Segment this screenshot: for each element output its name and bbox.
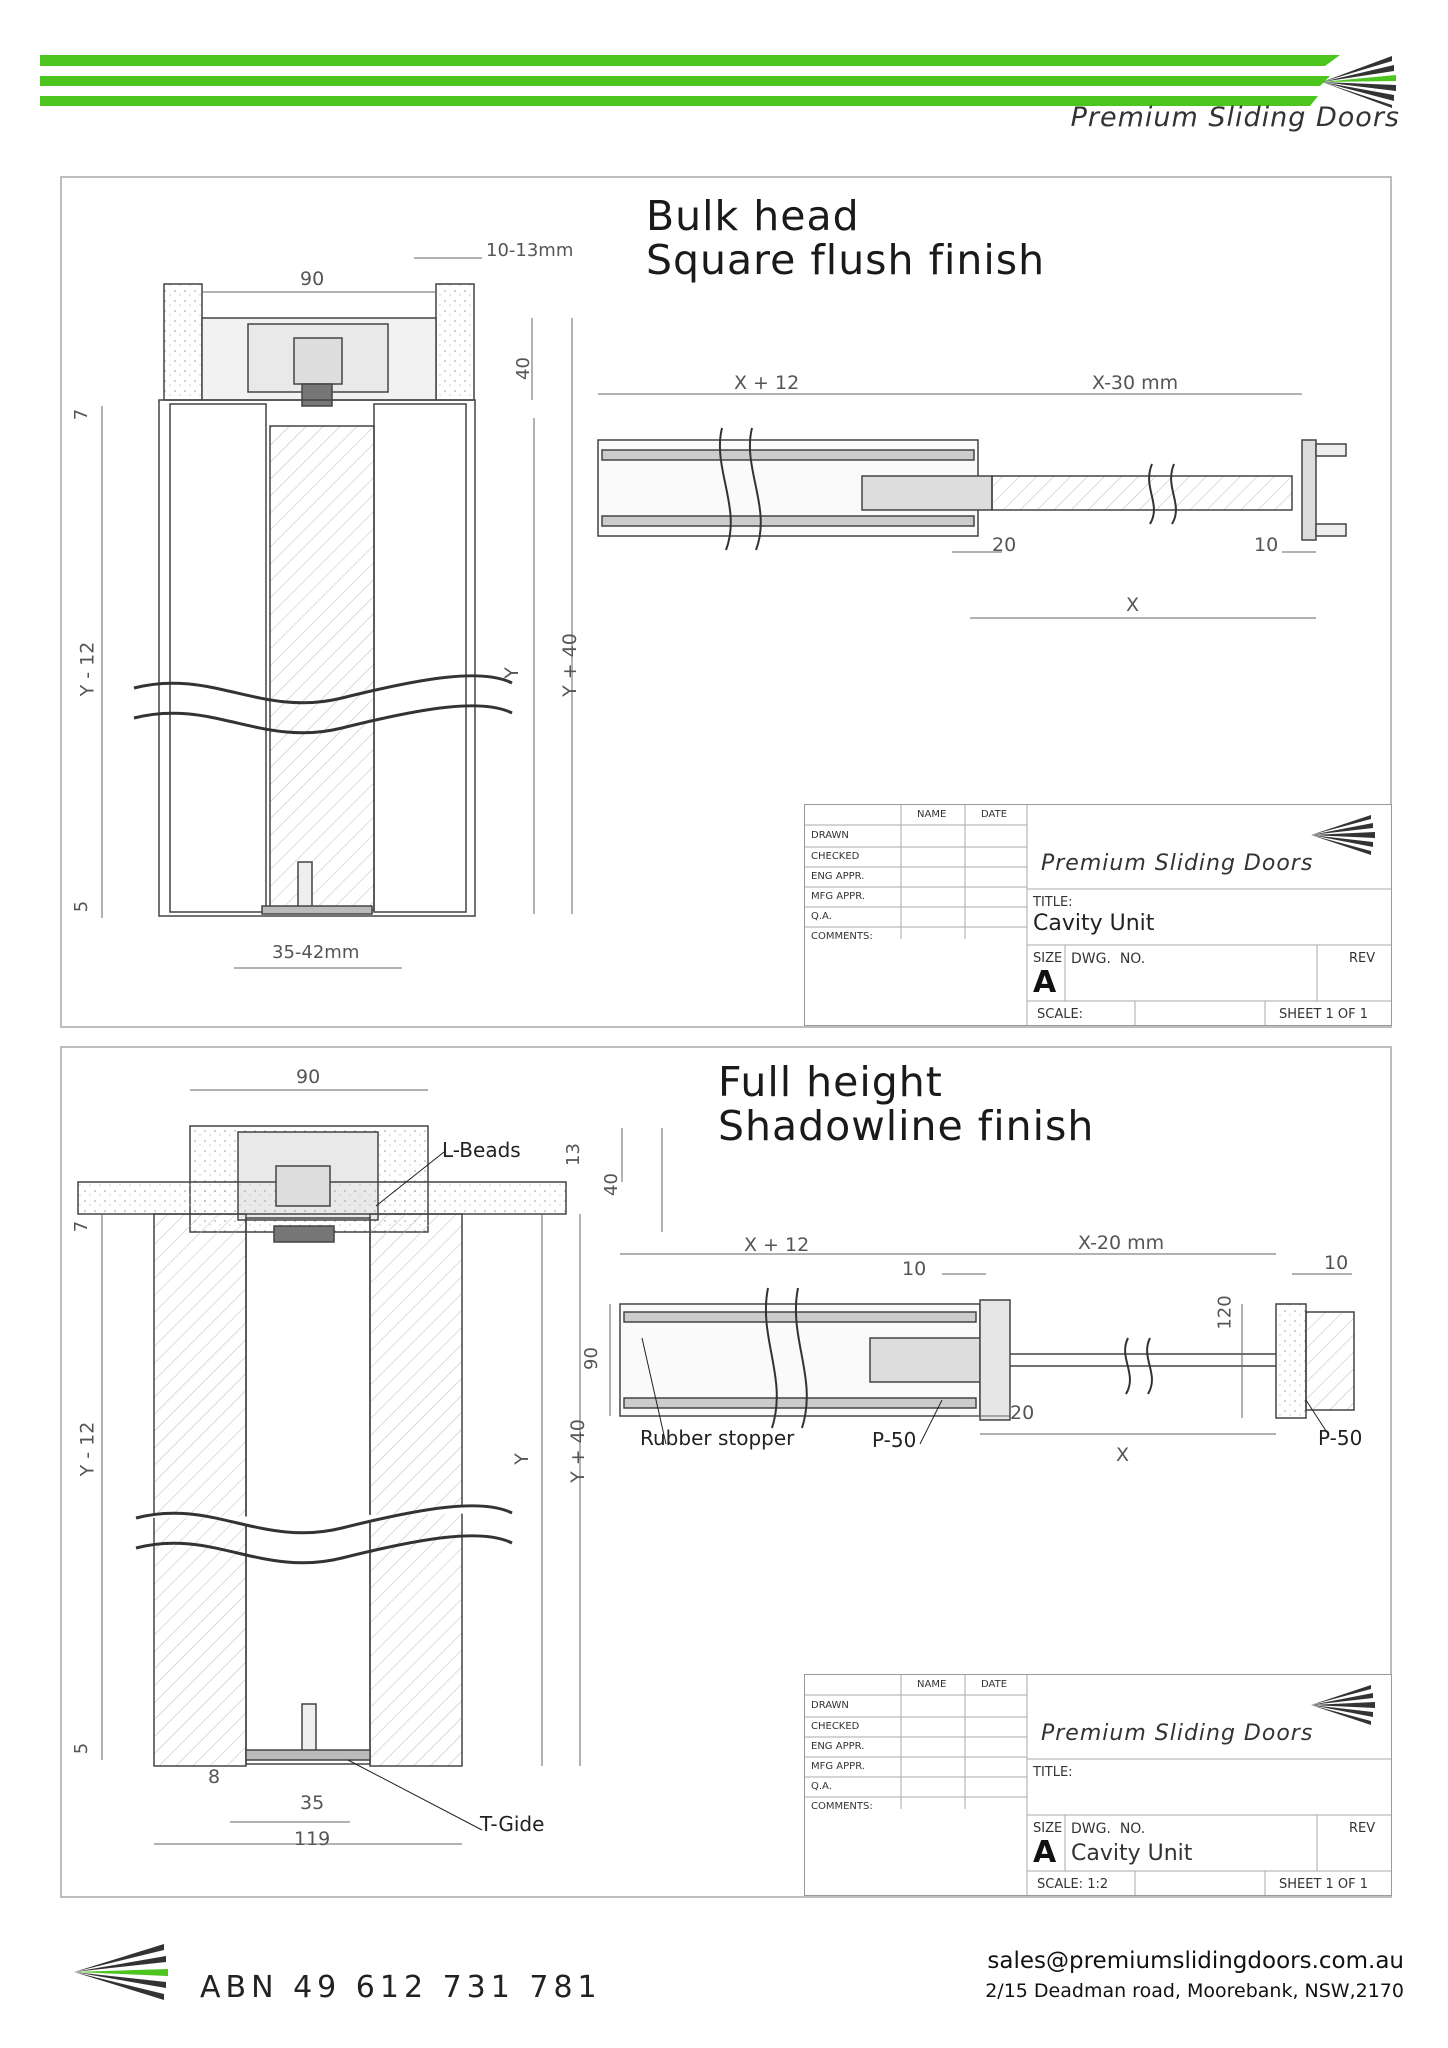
tb2-row-qa: Q.A. bbox=[811, 1781, 832, 1792]
tb2-row-comments: COMMENTS: bbox=[811, 1801, 873, 1812]
tb2-col-date: DATE bbox=[981, 1679, 1008, 1690]
header-brand-name: Premium Sliding Doors bbox=[1070, 102, 1400, 133]
footer-fan-logo-icon bbox=[74, 1942, 174, 2002]
tb1-row-drawn: DRAWN bbox=[811, 830, 849, 841]
drawing-2-plan-view bbox=[620, 1288, 1354, 1428]
dim2-overall: X bbox=[1116, 1444, 1130, 1466]
tb1-title-value: Cavity Unit bbox=[1033, 911, 1155, 936]
footer-email[interactable]: sales@premiumslidingdoors.com.au bbox=[987, 1948, 1404, 1974]
tb2-brand: Premium Sliding Doors bbox=[1041, 1721, 1314, 1746]
dim-total-height: Y + 40 bbox=[558, 633, 581, 697]
dim-plan-gap-left: 20 bbox=[992, 534, 1017, 556]
dim-bottom-width: 35-42mm bbox=[272, 942, 360, 963]
dim2-left-height: Y - 12 bbox=[76, 1421, 99, 1477]
dim2-13: 13 bbox=[562, 1143, 584, 1166]
tb2-fan-logo-icon bbox=[1311, 1685, 1381, 1725]
drawing-2-title-line1: Full height bbox=[718, 1058, 943, 1106]
dim-left-height: Y - 12 bbox=[76, 641, 99, 697]
dim-plan-overall: X bbox=[1126, 594, 1140, 616]
dim2-top-offset: 7 bbox=[71, 1220, 93, 1233]
tb2-dwg-label: DWG. NO. bbox=[1071, 1821, 1146, 1837]
drawing-1-title-line2: Square flush finish bbox=[646, 236, 1046, 284]
tb2-row-drawn: DRAWN bbox=[811, 1700, 849, 1711]
dim-top-offset: 7 bbox=[71, 408, 93, 421]
dim2-width-90: 90 bbox=[296, 1066, 321, 1088]
tb1-row-comments: COMMENTS: bbox=[811, 931, 873, 942]
tb2-rev-label: REV bbox=[1349, 1821, 1376, 1836]
dim-plan-gap-right: 10 bbox=[1254, 534, 1279, 556]
dim-gap: 10-13mm bbox=[486, 240, 574, 261]
tb1-size-label: SIZE bbox=[1033, 951, 1063, 966]
tb1-title-label: TITLE: bbox=[1033, 895, 1073, 910]
drawing-1-section-view bbox=[134, 284, 512, 916]
dim-plan-left: X + 12 bbox=[734, 372, 800, 394]
tb2-row-mfg: MFG APPR. bbox=[811, 1761, 865, 1772]
fan-logo-icon bbox=[1322, 56, 1396, 108]
dim-width-90: 90 bbox=[300, 268, 325, 290]
tb1-fan-logo-icon bbox=[1311, 815, 1381, 855]
dim2-door-height: Y bbox=[510, 1453, 533, 1465]
tb2-title-label: TITLE: bbox=[1033, 1765, 1073, 1780]
footer-address: 2/15 Deadman road, Moorebank, NSW,2170 bbox=[985, 1980, 1404, 2002]
tb1-dwg-label: DWG. NO. bbox=[1071, 951, 1146, 967]
tb1-brand: Premium Sliding Doors bbox=[1041, 851, 1314, 876]
tb1-rev-label: REV bbox=[1349, 951, 1376, 966]
title-block-1 bbox=[804, 804, 1392, 1026]
dim2-8: 8 bbox=[208, 1766, 221, 1788]
drawing-sheet-1 bbox=[60, 176, 1392, 1028]
dim-plan-right: X-30 mm bbox=[1092, 372, 1179, 394]
dim-door-height: Y bbox=[500, 667, 523, 679]
drawing-2-section-view bbox=[78, 1126, 566, 1766]
header bbox=[0, 0, 1448, 150]
tb2-col-name: NAME bbox=[917, 1679, 947, 1690]
dim2-120: 120 bbox=[1214, 1295, 1236, 1330]
tb2-row-checked: CHECKED bbox=[811, 1721, 860, 1732]
footer-abn: ABN 49 612 731 781 bbox=[200, 1970, 602, 2005]
dim2-p50-right: P-50 bbox=[1318, 1426, 1363, 1450]
dim2-plan-left: X + 12 bbox=[744, 1234, 810, 1256]
tb1-scale-label: SCALE: bbox=[1037, 1007, 1084, 1022]
tb1-row-mfg: MFG APPR. bbox=[811, 891, 865, 902]
tb2-sheet-label: SHEET 1 OF 1 bbox=[1279, 1877, 1369, 1892]
tb2-size-value: A bbox=[1033, 1835, 1057, 1870]
title-block-2 bbox=[804, 1674, 1392, 1896]
drawing-1-title-line1: Bulk head bbox=[646, 192, 860, 240]
dim2-plan-right: X-20 mm bbox=[1078, 1232, 1165, 1254]
footer bbox=[0, 1920, 1448, 2048]
tb1-row-eng: ENG APPR. bbox=[811, 871, 865, 882]
tb2-dwg-value: Cavity Unit bbox=[1071, 1841, 1193, 1866]
tb1-col-date: DATE bbox=[981, 809, 1008, 820]
dim2-tguide: T-Gide bbox=[480, 1812, 545, 1836]
dim2-10b: 10 bbox=[1324, 1252, 1349, 1274]
drawing-sheet-2 bbox=[60, 1046, 1392, 1898]
tb2-row-eng: ENG APPR. bbox=[811, 1741, 865, 1752]
dim2-p50-left: P-50 bbox=[872, 1428, 917, 1452]
dim-top-height: 40 bbox=[512, 357, 534, 380]
tb1-col-name: NAME bbox=[917, 809, 947, 820]
dim2-10a: 10 bbox=[902, 1258, 927, 1280]
tb1-size-value: A bbox=[1033, 965, 1057, 1000]
dim2-bottom-offset: 5 bbox=[71, 1742, 93, 1755]
dim2-lbeads: L-Beads bbox=[442, 1138, 521, 1162]
drawing-1-plan-view bbox=[598, 428, 1346, 550]
dim2-90: 90 bbox=[580, 1347, 602, 1370]
dim2-top-height: 40 bbox=[600, 1173, 622, 1196]
drawing-2-title-line2: Shadowline finish bbox=[718, 1102, 1095, 1150]
tb1-row-qa: Q.A. bbox=[811, 911, 832, 922]
dim2-20: 20 bbox=[1010, 1402, 1035, 1424]
dim2-35: 35 bbox=[300, 1792, 325, 1814]
tb2-scale-label: SCALE: 1:2 bbox=[1037, 1877, 1109, 1892]
tb2-size-label: SIZE bbox=[1033, 1821, 1063, 1836]
dim2-total-height: Y + 40 bbox=[566, 1419, 589, 1483]
tb1-sheet-label: SHEET 1 OF 1 bbox=[1279, 1007, 1369, 1022]
dim2-rubber-stopper: Rubber stopper bbox=[640, 1426, 795, 1450]
dim2-119: 119 bbox=[294, 1828, 331, 1850]
dim-bottom-offset: 5 bbox=[71, 900, 93, 913]
tb1-row-checked: CHECKED bbox=[811, 851, 860, 862]
